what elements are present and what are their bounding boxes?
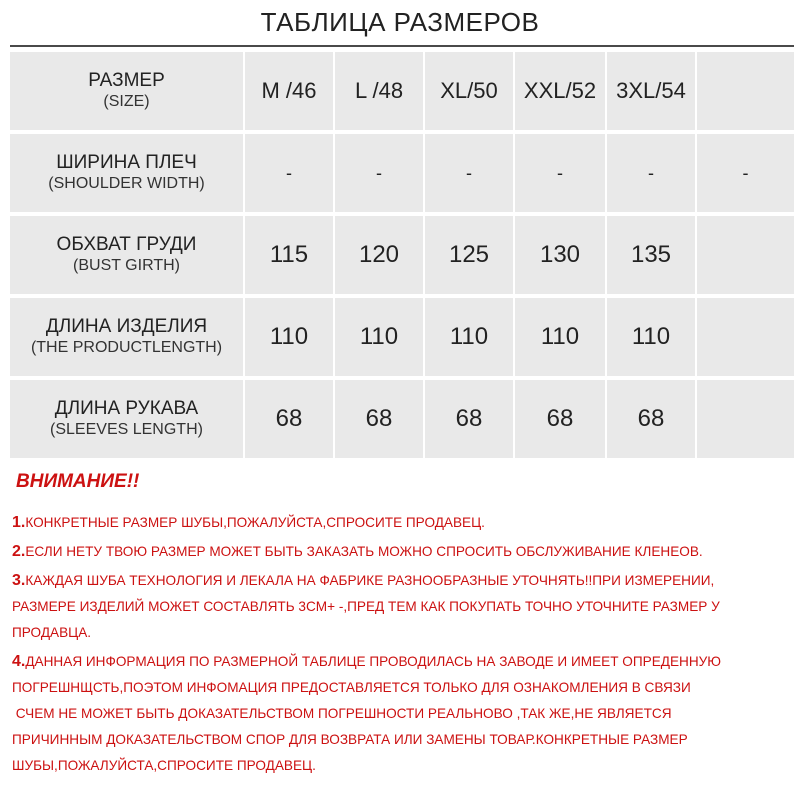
notice-item-number: 2. [12, 543, 26, 560]
notice-item-text: КАЖДАЯ ШУБА ТЕХНОЛОГИЯ И ЛЕКАЛА НА ФАБРИКЕ РАЗНООБРАЗНЫЕ УТОЧНЯТЬ!!ПРИ ИЗМЕРЕНИИ, [25, 573, 715, 588]
notice-item-text: ПОГРЕШНЩСТЬ,ПОЭТОМ ИНФОМАЦИЯ ПРЕДОСТАВЛЯЕТСЯ ТОЛЬКО ДЛЯ ОЗНАКОМЛЕНИЯ В СВЯЗИ [12, 680, 691, 695]
size-column-header [697, 52, 794, 134]
notice-item-text: СЧЕМ НЕ МОЖЕТ БЫТЬ ДОКАЗАТЕЛЬСТВОМ ПОГРЕШНОСТИ РЕАЛЬНОВО ,ТАК ЖЕ,НЕ ЯВЛЯЕТСЯ [12, 706, 672, 721]
table-cell: 68 [607, 380, 697, 462]
table-cell: 68 [335, 380, 425, 462]
table-cell: 115 [245, 216, 335, 298]
table-cell: - [515, 134, 607, 216]
row-label-en: (SHOULDER WIDTH) [48, 175, 205, 192]
notice-item-text: ПРИЧИННЫМ ДОКАЗАТЕЛЬСТВОМ СПОР ДЛЯ ВОЗВРАТА ИЛИ ЗАМЕНЫ ТОВАР.КОНКРЕТНЫЕ РАЗМЕР [12, 732, 688, 747]
table-row [10, 298, 794, 380]
table-row [10, 134, 794, 216]
table-cell: 125 [425, 216, 515, 298]
table-cell: 110 [245, 298, 335, 380]
size-column-header: L /48 [335, 52, 425, 134]
table-cell: 110 [607, 298, 697, 380]
notice-item [12, 649, 792, 779]
table-cell: - [607, 134, 697, 216]
size-column-header: 3XL/54 [607, 52, 697, 134]
notice-item-number: 3. [12, 572, 26, 589]
notice-section [12, 470, 792, 782]
table-row [10, 380, 794, 462]
notice-item-text: ДАННАЯ ИНФОРМАЦИЯ ПО РАЗМЕРНОЙ ТАБЛИЦЕ ПРОВОДИЛАСЬ НА ЗАВОДЕ И ИМЕЕТ ОПРЕДЕННУЮ [25, 654, 722, 669]
row-label-ru: ДЛИНА РУКАВА [54, 398, 199, 419]
notice-item [12, 568, 792, 646]
table-cell [697, 380, 794, 462]
row-label-cell [10, 380, 245, 462]
table-cell: 110 [425, 298, 515, 380]
row-label-cell [10, 298, 245, 380]
table-cell: 110 [515, 298, 607, 380]
row-label-cell [10, 134, 245, 216]
table-cell: 68 [245, 380, 335, 462]
table-cell [697, 298, 794, 380]
size-label-ru: РАЗМЕР [88, 70, 165, 91]
size-column-header: XL/50 [425, 52, 515, 134]
row-label-en: (THE PRODUCTLENGTH) [30, 339, 223, 356]
size-column-header: XXL/52 [515, 52, 607, 134]
notice-item [12, 510, 792, 536]
size-column-header: M /46 [245, 52, 335, 134]
title-divider [10, 45, 794, 47]
table-cell: 120 [335, 216, 425, 298]
row-label-cell [10, 216, 245, 298]
page-title: ТАБЛИЦА РАЗМЕРОВ [260, 7, 540, 37]
table-cell: 130 [515, 216, 607, 298]
notice-title: ВНИМАНИЕ!! [16, 471, 140, 492]
notice-item-number: 4. [12, 653, 26, 670]
table-cell: - [697, 134, 794, 216]
row-label-ru: ОБХВАТ ГРУДИ [56, 234, 197, 255]
table-row [10, 216, 794, 298]
row-label-en: (BUST GIRTH) [73, 257, 180, 274]
notice-item-text: ПРОДАВЦА. [12, 625, 92, 640]
table-cell: - [335, 134, 425, 216]
table-cell: - [245, 134, 335, 216]
notice-item-text: ЕСЛИ НЕТУ ТВОЮ РАЗМЕР МОЖЕТ БЫТЬ ЗАКАЗАТЬ МОЖНО СПРОСИТЬ ОБСЛУЖИВАНИЕ КЛЕНЕОВ. [25, 544, 703, 559]
notice-item-number: 1. [12, 514, 26, 531]
notice-item [12, 539, 792, 565]
table-cell: 135 [607, 216, 697, 298]
notice-item-text: КОНКРЕТНЫЕ РАЗМЕР ШУБЫ,ПОЖАЛУЙСТА,СПРОСИТЕ ПРОДАВЕЦ. [25, 515, 485, 530]
row-label-en: (SLEEVES LENGTH) [50, 421, 203, 438]
size-table [10, 52, 794, 462]
notice-item-text: РАЗМЕРЕ ИЗДЕЛИЙ МОЖЕТ СОСТАВЛЯТЬ 3CM+ -,ПРЕД ТЕМ КАК ПОКУПАТЬ ТОЧНО УТОЧНИТЕ РАЗМЕР У [12, 599, 720, 614]
table-cell: 68 [515, 380, 607, 462]
size-header-cell [10, 52, 245, 134]
table-cell: - [425, 134, 515, 216]
notice-item-text: ШУБЫ,ПОЖАЛУЙСТА,СПРОСИТЕ ПРОДАВЕЦ. [12, 758, 316, 773]
size-label-en: (SIZE) [103, 93, 150, 110]
row-label-ru: ШИРИНА ПЛЕЧ [56, 152, 197, 173]
table-header-row [10, 52, 794, 134]
table-cell: 68 [425, 380, 515, 462]
row-label-ru: ДЛИНА ИЗДЕЛИЯ [45, 316, 208, 337]
table-cell: 110 [335, 298, 425, 380]
table-cell [697, 216, 794, 298]
